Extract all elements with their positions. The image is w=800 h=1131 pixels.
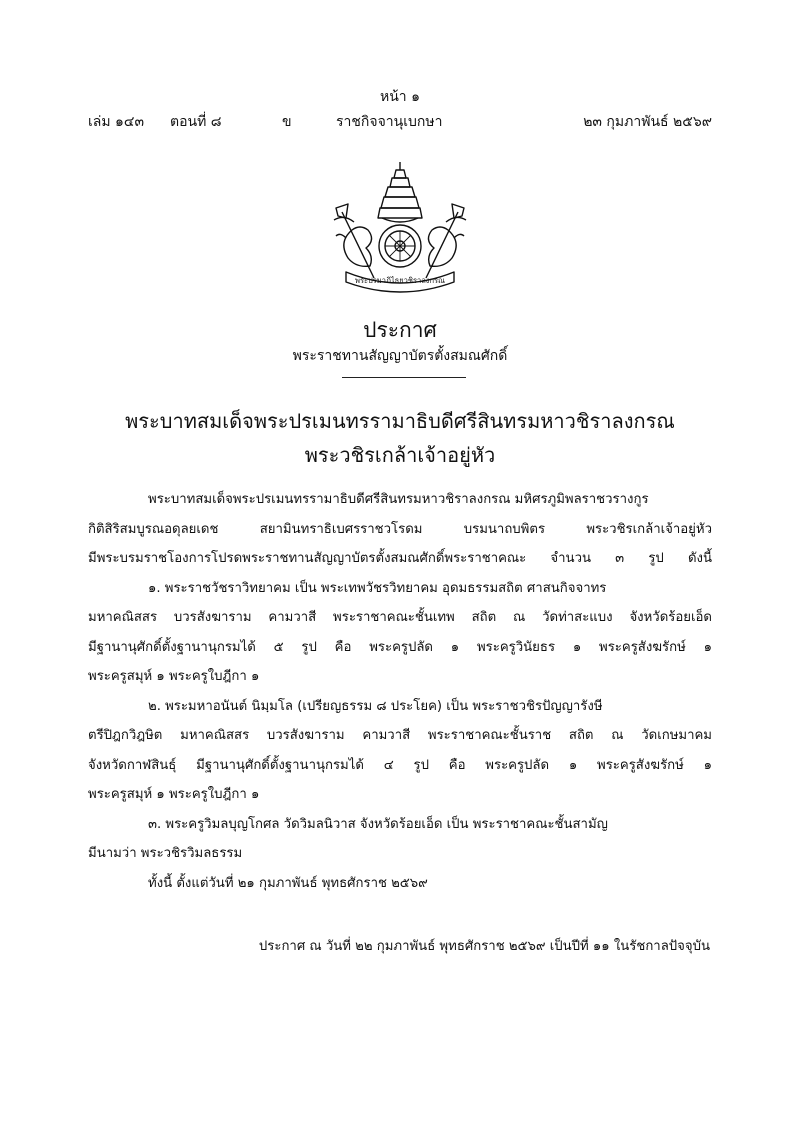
declaration-title: ประกาศ [363,318,437,342]
royal-emblem-icon [330,160,470,295]
item-2-line-3: จังหวัดกาฬสินธุ์ มีฐานานุศักดิ์ตั้งฐานานุกรมได้ ๔ รูป คือ พระครูปลัด ๑ พระครูสังฆรักษ์ ๑ [88,758,712,773]
emblem-ribbon-text: พระปรมาภิไธยวชิราลงกรณ [355,276,445,285]
title-divider [342,377,466,378]
gazette-name: ราชกิจจานุเบกษา [336,114,443,130]
declaration-subtitle: พระราชทานสัญญาบัตรตั้งสมณศักดิ์ [292,348,508,364]
section-label: ข [282,114,292,130]
royal-name-heading [0,404,800,472]
volume-label: เล่ม ๑๔๓ [88,114,145,130]
intro-line-2: กิติสิริสมบูรณอดุลยเดช สยามินทราธิเบศรราชวโรดม บรมนาถบพิตร พระวชิรเกล้าเจ้าอยู่หัว [88,522,712,537]
publication-date: ๒๓ กุมภาพันธ์ ๒๕๖๙ [583,114,712,130]
royal-name-line-1: พระบาทสมเด็จพระปรเมนทรรามาธิบดีศรีสินทรมหาวชิราลงกรณ [125,409,675,433]
gazette-header [88,111,712,131]
issue-label: ตอนที่ ๘ [170,114,222,130]
item-1-line-1: ๑. พระราชวัชราวิทยาคม เป็น พระเทพวัชรวิทยาคม อุดมธรรมสถิต ศาสนกิจจาทร [148,581,607,596]
proclamation-date-line: ประกาศ ณ วันที่ ๒๒ กุมภาพันธ์ พุทธศักราช ๒๕๖๙ เป็นปีที่ ๑๑ ในรัชกาลปัจจุบัน [258,939,710,954]
item-3-line-1: ๓. พระครูวิมลบุญโกศล วัดวิมลนิวาส จังหวัดร้อยเอ็ด เป็น พระราชาคณะชั้นสามัญ [148,817,608,832]
item-1-line-3: มีฐานานุศักดิ์ตั้งฐานานุกรมได้ ๕ รูป คือ พระครูปลัด ๑ พระครูวินัยธร ๑ พระครูสังฆรักษ์ ๑ [88,640,712,655]
intro-line-1: พระบาทสมเด็จพระปรเมนทรรามาธิบดีศรีสินทรมหาวชิราลงกรณ มหิศรภูมิพลราชวรางกูร [148,492,649,507]
royal-name-line-2: พระวชิรเกล้าเจ้าอยู่หัว [304,443,496,467]
item-2-line-2: ตรีปิฎกวิฎษิต มหาคณิสสร บวรสังฆาราม คามวาสี พระราชาคณะชั้นราช สถิต ณ วัดเกษมาคม [88,728,712,743]
item-3-line-2: มีนามว่า พระวชิรวิมลธรรม [88,846,243,861]
effective-date-line: ทั้งนี้ ตั้งแต่วันที่ ๒๑ กุมภาพันธ์ พุทธศักราช ๒๕๖๙ [148,876,428,891]
page-number: หน้า ๑ [380,89,420,105]
item-2-line-4: พระครูสมุห์ ๑ พระครูใบฎีกา ๑ [88,787,260,802]
item-2-line-1: ๒. พระมหาอนันต์ นิมฺมโล (เปรียญธรรม ๘ ประโยค) เป็น พระราชวชิรปัญญารังษี [148,699,603,714]
item-1-line-2: มหาคณิสสร บวรสังฆาราม คามวาสี พระราชาคณะชั้นเทพ สถิต ณ วัดท่าสะแบง จังหวัดร้อยเอ็ด [88,610,712,625]
item-1-line-4: พระครูสมุห์ ๑ พระครูใบฎีกา ๑ [88,669,260,684]
intro-line-3: มีพระบรมราชโองการโปรดพระราชทานสัญญาบัตรตั้งสมณศักดิ์พระราชาคณะ จำนวน ๓ รูป ดังนี้ [88,551,712,566]
